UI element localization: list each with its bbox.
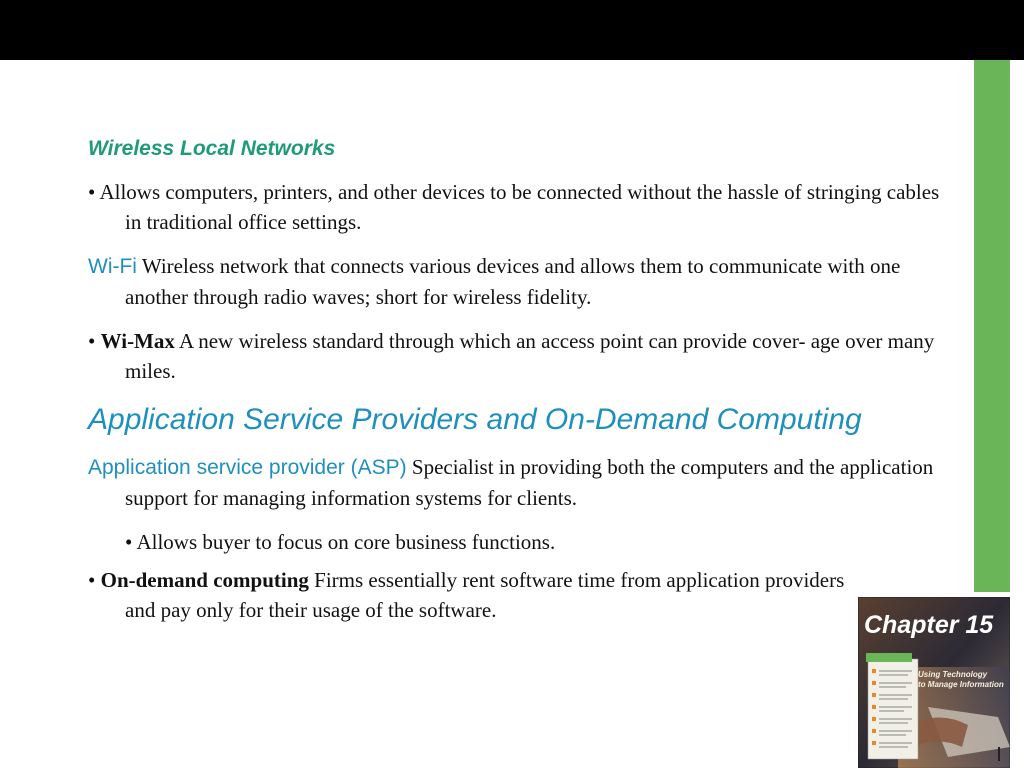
- ondemand-bullet: •: [88, 568, 101, 592]
- ondemand-text: Firms essentially rent software time from application providers and pay only for their usage of the software.: [125, 568, 845, 622]
- book-cover-graphic: [858, 597, 1010, 768]
- green-side-bar: [974, 60, 1010, 592]
- wimax-bullet: •: [88, 329, 101, 353]
- ondemand-definition: [88, 565, 845, 625]
- wireless-bullet-1: • Allows computers, printers, and other devices to be connected without the hassle of stringing cables in traditional office settings.: [88, 180, 940, 234]
- wimax-text: A new wireless standard through which an access point can provide cover- age over many miles.: [125, 329, 935, 383]
- asp-heading: Application Service Providers and On-Demand Computing: [88, 403, 862, 436]
- wimax-term: Wi-Max: [100, 329, 175, 353]
- wifi-text: Wireless network that connects various devices and allows them to communicate with one another through radio waves; short for wireless fidelity.: [125, 254, 901, 309]
- wifi-definition: [88, 251, 958, 312]
- asp-sub-bullet: • Allows buyer to focus on core business functions.: [125, 530, 556, 554]
- book-subtitle-line2: to Manage Information: [918, 680, 1004, 689]
- book-subtitle-line1: Using Technology: [918, 670, 988, 679]
- top-bar: [0, 0, 1024, 60]
- slide-body: [88, 136, 958, 629]
- asp-definition: [88, 452, 958, 513]
- ondemand-term: On-demand computing: [100, 568, 309, 592]
- chapter-book-cover: [858, 597, 1010, 768]
- wimax-definition: [88, 326, 958, 386]
- asp-term: Application service provider (ASP): [88, 456, 407, 479]
- book-title: Chapter 15: [864, 611, 994, 639]
- asp-text: Specialist in providing both the computers and the application support for managing information systems for clients.: [125, 455, 934, 510]
- wireless-heading: Wireless Local Networks: [88, 137, 336, 160]
- wifi-term: Wi-Fi: [88, 255, 137, 278]
